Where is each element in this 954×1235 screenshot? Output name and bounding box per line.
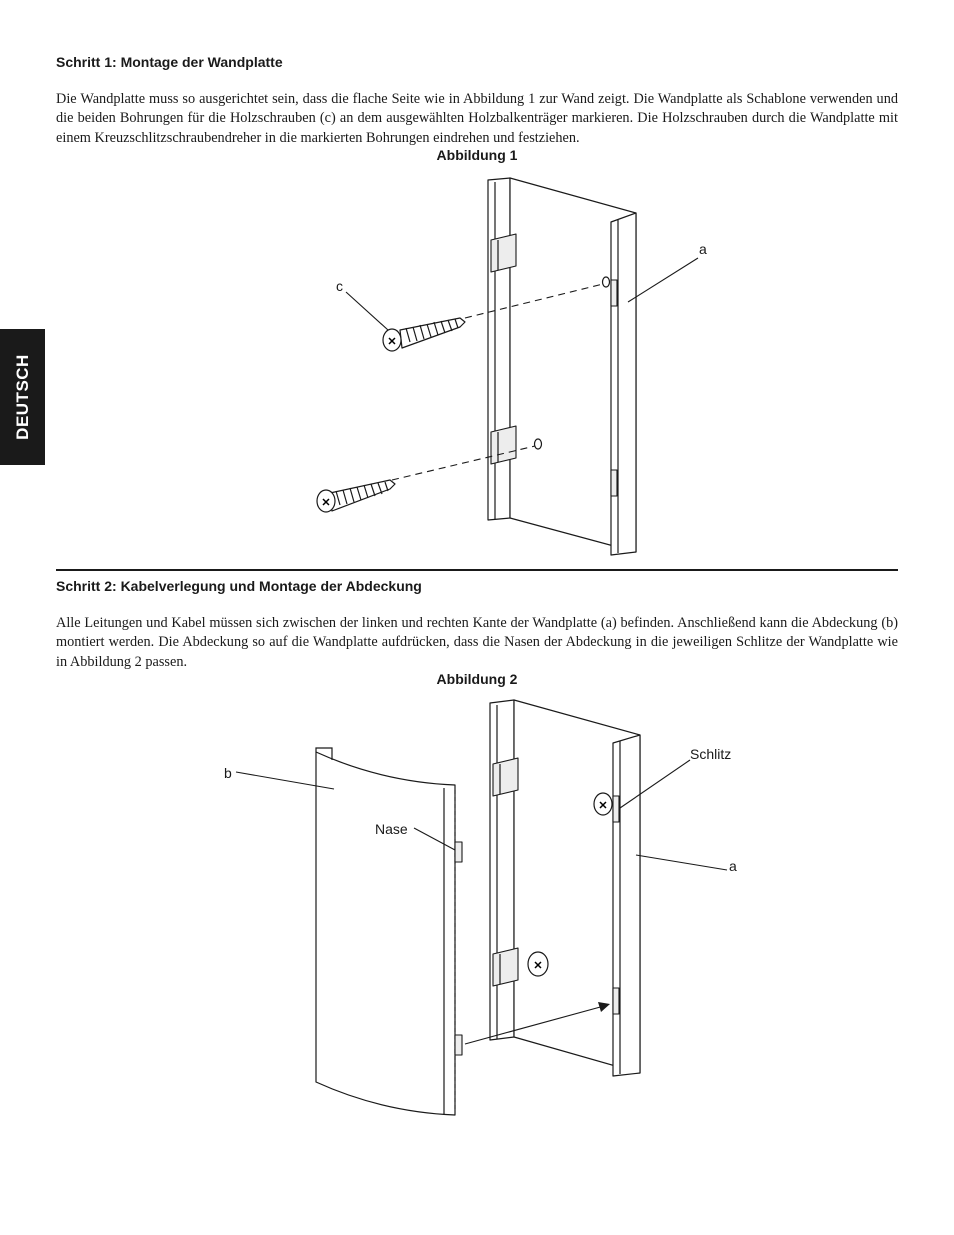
- figure1-label-a: a: [699, 241, 707, 257]
- wood-screw-upper-icon: [383, 318, 465, 351]
- figure2-illustration: [220, 690, 750, 1130]
- language-tab-label: DEUTSCH: [12, 354, 32, 440]
- figure1-illustration: [290, 170, 730, 565]
- figure2-label-nase: Nase: [375, 821, 408, 837]
- screw-head-lower-icon: [528, 952, 548, 976]
- step1-paragraph: Die Wandplatte muss so ausgerichtet sein, dass die flache Seite wie in Abbildung 1 zur Wand zeigt. Die Wandplatte als Schablone verwenden und die beiden Bohrungen für die Holzschrauben (c) an dem ausgewählten Holzbalkenträger markieren. Die Holzschrauben durch die Wandplatte mit einem Kreuzschlitzschraubendreher in die markierten Bohrungen eindrehen und festziehen.: [56, 91, 898, 146]
- step1-heading: Schritt 1: Montage der Wandplatte: [56, 54, 283, 70]
- svg-text:✕: ✕: [387, 336, 397, 348]
- figure2-label-b: b: [224, 765, 232, 781]
- figure1-caption: Abbildung 1: [436, 147, 518, 163]
- figure2-label-a: a: [729, 858, 737, 874]
- svg-text:✕: ✕: [533, 960, 543, 972]
- step2-heading: Schritt 2: Kabelverlegung und Montage der Abdeckung: [56, 578, 422, 594]
- figure1-label-c: c: [336, 278, 343, 294]
- figure2-label-schlitz: Schlitz: [690, 746, 732, 762]
- svg-text:✕: ✕: [598, 800, 608, 812]
- section-divider: [56, 569, 898, 571]
- figure2-caption: Abbildung 2: [436, 671, 518, 687]
- step2-paragraph: Alle Leitungen und Kabel müssen sich zwischen der linken und rechten Kante der Wandplatte (a) befinden. Anschließend kann die Abdeckung (b) montiert werden. Die Abdeckung so auf die Wandplatte aufdrücken, dass die Nasen der Abdeckung in die jeweiligen Schlitze der Wandplatte wie in Abbildung 2 passen.: [56, 615, 898, 670]
- screw-head-upper-icon: [594, 793, 612, 815]
- svg-text:✕: ✕: [321, 497, 331, 509]
- wood-screw-lower-icon: [317, 480, 395, 512]
- language-tab: [0, 329, 45, 465]
